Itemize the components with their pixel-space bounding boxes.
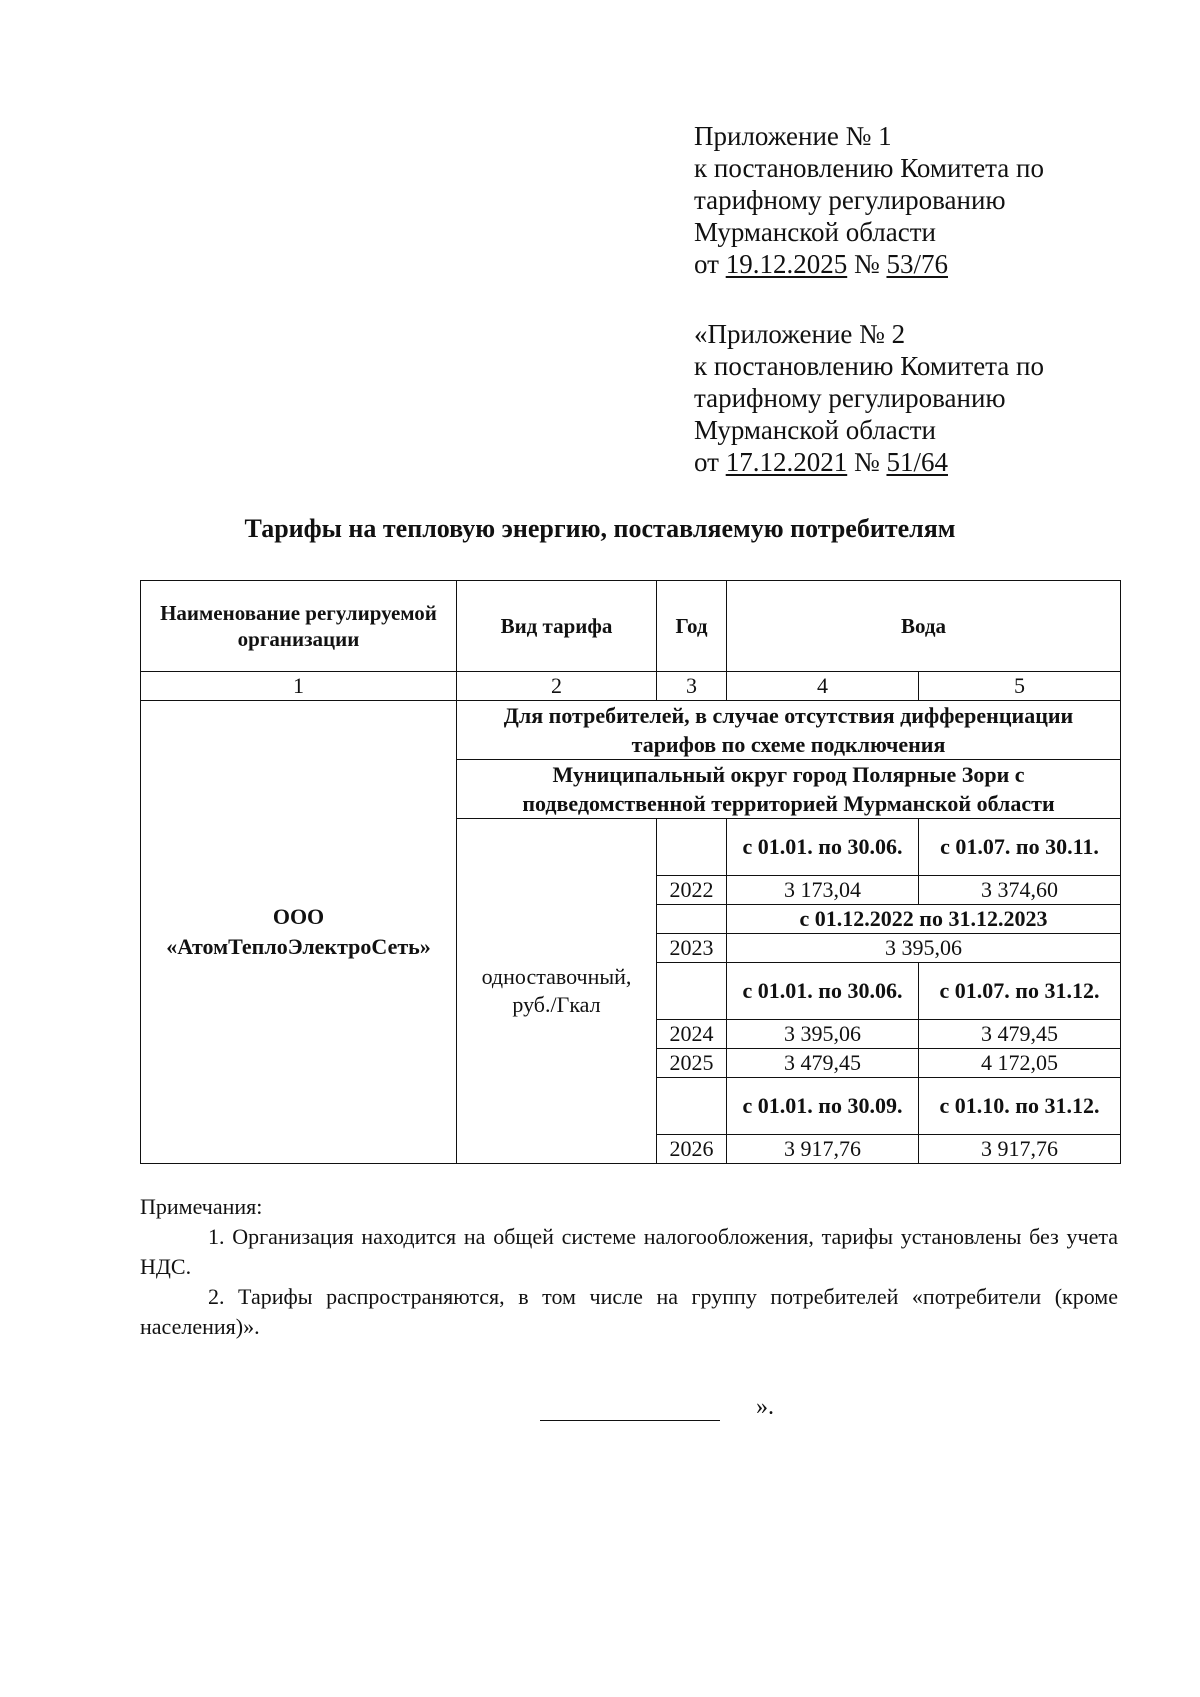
closing-line [540, 1404, 720, 1421]
appendix-1-header [694, 120, 1134, 280]
period-cell: с 01.01. по 30.06. [727, 819, 919, 876]
note-2: 2. Тарифы распространяются, в том числе на группу потребителей «потребители (кроме населения)». [140, 1284, 1118, 1339]
year-cell: 2025 [657, 1049, 727, 1078]
consumers-subheader: Для потребителей, в случае отсутствия дифференциации тарифов по схеме подключения [457, 701, 1121, 760]
appendix-2-title: «Приложение № 2 [694, 319, 906, 349]
notes-heading: Примечания: [140, 1194, 263, 1219]
year-cell: 2024 [657, 1020, 727, 1049]
tariff-kind: одноставочный, руб./Гкал [457, 819, 657, 1164]
value-cell: 3 173,04 [727, 876, 919, 905]
appendix-2-line4: Мурманской области [694, 415, 936, 445]
appendix-2-line3: тарифному регулированию [694, 383, 1006, 413]
appendix-1-title: Приложение № 1 [694, 121, 892, 151]
appendix-2-header [694, 318, 1134, 478]
value-cell: 3 374,60 [919, 876, 1121, 905]
table-header-row [141, 581, 1121, 672]
closing-quote: ». [756, 1394, 774, 1420]
value-cell: 3 917,76 [727, 1135, 919, 1164]
notes-section [140, 1192, 1118, 1342]
header-water: Вода [727, 581, 1121, 672]
year-cell: 2023 [657, 934, 727, 963]
territory-subheader: Муниципальный округ город Полярные Зори с подведомственной территорией Мурманской области [457, 760, 1121, 819]
document-title: Тарифы на тепловую энергию, поставляемую потребителям [244, 514, 956, 543]
col-number-5: 5 [919, 672, 1121, 701]
value-cell: 3 395,06 [727, 1020, 919, 1049]
period-cell: с 01.10. по 31.12. [919, 1078, 1121, 1135]
column-number-row [141, 672, 1121, 701]
appendix-1-date: 19.12.2025 [725, 249, 848, 279]
value-cell: 4 172,05 [919, 1049, 1121, 1078]
year-cell: 2026 [657, 1135, 727, 1164]
value-cell: 3 917,76 [919, 1135, 1121, 1164]
year-cell-empty [657, 905, 727, 934]
period-cell: с 01.07. по 31.12. [919, 963, 1121, 1020]
year-cell-empty [657, 819, 727, 876]
value-cell: 3 395,06 [727, 934, 1121, 963]
year-cell-empty [657, 1078, 727, 1135]
appendix-2-number: 51/64 [886, 447, 948, 477]
header-year: Год [657, 581, 727, 672]
header-org: Наименование регулируемой организации [141, 581, 457, 672]
closing-mark [540, 1394, 774, 1421]
period-cell: с 01.07. по 30.11. [919, 819, 1121, 876]
appendix-1-number: 53/76 [886, 249, 948, 279]
appendix-2-date: 17.12.2021 [725, 447, 848, 477]
note-1: 1. Организация находится на общей системе налогообложения, тарифы установлены без учета НДС. [140, 1224, 1118, 1279]
period-cell: с 01.12.2022 по 31.12.2023 [727, 905, 1121, 934]
table-row [141, 701, 1121, 760]
period-cell: с 01.01. по 30.06. [727, 963, 919, 1020]
appendix-1-line2: к постановлению Комитета по [694, 153, 1044, 183]
appendix-2-line2: к постановлению Комитета по [694, 351, 1044, 381]
col-number-3: 3 [657, 672, 727, 701]
appendix-1-line4: Мурманской области [694, 217, 936, 247]
col-number-2: 2 [457, 672, 657, 701]
period-cell: с 01.01. по 30.09. [727, 1078, 919, 1135]
year-cell-empty [657, 963, 727, 1020]
appendix-1-line3: тарифному регулированию [694, 185, 1006, 215]
value-cell: 3 479,45 [919, 1020, 1121, 1049]
col-number-1: 1 [141, 672, 457, 701]
header-tariff-type: Вид тарифа [457, 581, 657, 672]
year-cell: 2022 [657, 876, 727, 905]
value-cell: 3 479,45 [727, 1049, 919, 1078]
organization-name: ООО «АтомТеплоЭлектроСеть» [141, 701, 457, 1164]
tariff-table [140, 580, 1121, 1164]
appendix-2-date-line: от 17.12.2021 № 51/64 [694, 447, 948, 477]
col-number-4: 4 [727, 672, 919, 701]
appendix-1-date-line: от 19.12.2025 № 53/76 [694, 249, 948, 279]
